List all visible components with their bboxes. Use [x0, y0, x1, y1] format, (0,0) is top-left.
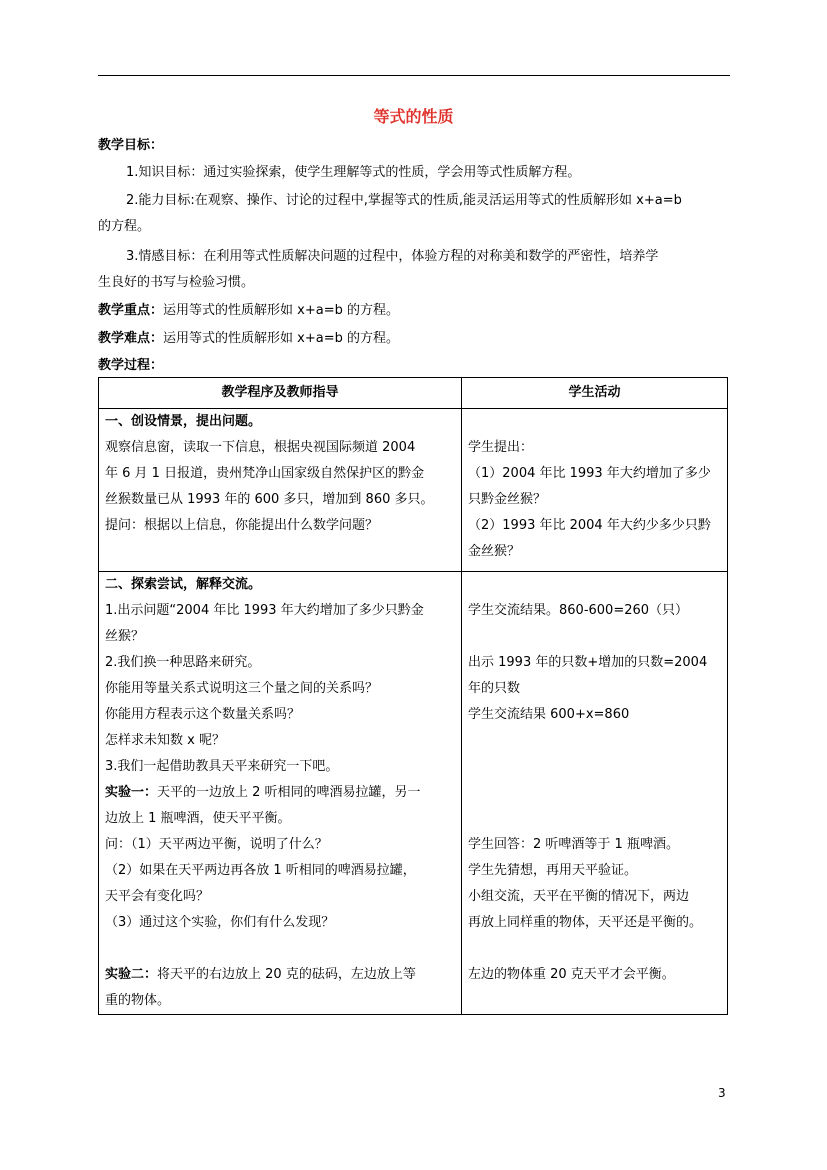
header-rule	[98, 75, 730, 76]
section2-teacher-line: 2.我们换一种思路来研究。	[105, 655, 261, 670]
section2-student-line	[468, 624, 721, 650]
table-header-row	[99, 378, 728, 409]
process-table	[98, 377, 728, 1015]
section2-student-line	[468, 754, 721, 780]
section2-teacher-line: 边放上 1 瓶啤酒，使天平平衡。	[105, 811, 291, 826]
section2-student-line	[468, 988, 721, 1014]
section2-student-line: 小组交流，天平在平衡的情况下，两边	[468, 889, 690, 904]
objective-3-line1: 3.情感目标：在利用等式性质解决问题的过程中，体验方程的对称美和数学的严密性，培养学	[126, 249, 659, 264]
objective-3-line2: 生良好的书写与检验习惯。	[98, 275, 255, 290]
experiment-label: 实验二：	[105, 967, 158, 982]
section1-teacher-line: 观察信息窗，读取一下信息，根据央视国际频道 2004	[105, 440, 416, 455]
page-title: 等式的性质	[373, 107, 454, 126]
section2-teacher-line	[105, 936, 455, 962]
section1-heading: 一、创设情景，提出问题。	[105, 414, 262, 429]
key-point-label: 教学重点：	[98, 303, 164, 318]
objective-2-line2: 的方程。	[98, 219, 151, 234]
section2-student-line: 学生先猜想，再用天平验证。	[468, 863, 638, 878]
table-header-student: 学生活动	[462, 378, 728, 409]
section2-student-line	[468, 936, 721, 962]
section2-student-cell	[462, 572, 728, 1015]
section1-student-line	[468, 409, 721, 435]
section2-teacher-line: 你能用方程表示这个数量关系吗？	[105, 707, 301, 722]
section2-teacher-line: 1.出示问题“2004 年比 1993 年大约增加了多少只黔金	[105, 603, 424, 618]
section2-student-line	[468, 806, 721, 832]
section2-student-line: 年的只数	[468, 681, 521, 696]
section2-teacher-line: 问：（1）天平两边平衡，说明了什么？	[105, 837, 328, 852]
section1-student-line: 学生提出：	[468, 440, 534, 455]
section2-student-line	[468, 780, 721, 806]
table-row	[99, 409, 728, 572]
experiment-2-line: 实验二：将天平的右边放上 20 克的砝码，左边放上等	[105, 967, 416, 982]
section2-teacher-line: 3.我们一起借助教具天平来研究一下吧。	[105, 759, 339, 774]
difficult-point-label: 教学难点：	[98, 331, 164, 346]
objective-2-line1: 2.能力目标:在观察、操作、讨论的过程中,掌握等式的性质,能灵活运用等式的性质解形如 x+a=b	[126, 193, 682, 208]
experiment-label: 实验一：	[105, 785, 158, 800]
section2-heading: 二、探索尝试，解释交流。	[105, 577, 262, 592]
section2-student-line: 学生回答：2 听啤酒等于 1 瓶啤酒。	[468, 837, 679, 852]
process-heading: 教学过程：	[98, 358, 164, 373]
section2-student-line	[468, 572, 721, 598]
difficult-point	[98, 330, 730, 348]
section2-teacher-line: 丝猴？	[105, 629, 145, 644]
section2-teacher-line: 怎样求未知数 x 呢？	[105, 733, 225, 748]
section2-teacher-line: （3）通过这个实验，你们有什么发现？	[105, 915, 335, 930]
section1-student-line: 金丝猴？	[468, 544, 521, 559]
section2-teacher-cell	[99, 572, 462, 1015]
section1-teacher-line: 年 6 月 1 日报道，贵州梵净山国家级自然保护区的黔金	[105, 466, 425, 481]
section2-teacher-line: 天平会有变化吗？	[105, 889, 210, 904]
section2-teacher-line: 你能用等量关系式说明这三个量之间的关系吗？	[105, 681, 379, 696]
section2-teacher-line: 重的物体。	[105, 993, 171, 1008]
experiment-1-line: 实验一：天平的一边放上 2 听相同的啤酒易拉罐，另一	[105, 785, 421, 800]
section2-student-line: 左边的物体重 20 克天平才会平衡。	[468, 967, 675, 982]
objectives-heading: 教学目标：	[98, 138, 164, 153]
section1-teacher-line: 提问：根据以上信息，你能提出什么数学问题？	[105, 518, 379, 533]
section1-student-line: （1）2004 年比 1993 年大约增加了多少	[468, 466, 711, 481]
section2-student-line: 出示 1993 年的只数+增加的只数=2004	[468, 655, 708, 670]
section1-student-line: （2）1993 年比 2004 年大约少多少只黔	[468, 518, 711, 533]
page-number: 3	[718, 1086, 726, 1100]
section1-student-line: 只黔金丝猴？	[468, 492, 547, 507]
objective-1: 1.知识目标：通过实验探索，使学生理解等式的性质，学会用等式性质解方程。	[126, 165, 581, 180]
key-point-text: 运用等式的性质解形如 x+a=b 的方程。	[163, 303, 399, 318]
section2-student-line	[468, 728, 721, 754]
section2-student-line: 学生交流结果。860-600=260（只）	[468, 603, 689, 618]
difficult-point-text: 运用等式的性质解形如 x+a=b 的方程。	[163, 331, 399, 346]
table-header-teacher: 教学程序及教师指导	[99, 378, 462, 409]
section1-teacher-cell	[99, 409, 462, 572]
section1-student-cell	[462, 409, 728, 572]
section2-student-line: 再放上同样重的物体，天平还是平衡的。	[468, 915, 703, 930]
key-point	[98, 302, 730, 320]
section2-teacher-line: （2）如果在天平两边再各放 1 听相同的啤酒易拉罐，	[105, 863, 416, 878]
table-row	[99, 572, 728, 1015]
section2-student-line: 学生交流结果 600+x=860	[468, 707, 630, 722]
section1-teacher-line: 丝猴数量已从 1993 年的 600 多只，增加到 860 多只。	[105, 492, 434, 507]
